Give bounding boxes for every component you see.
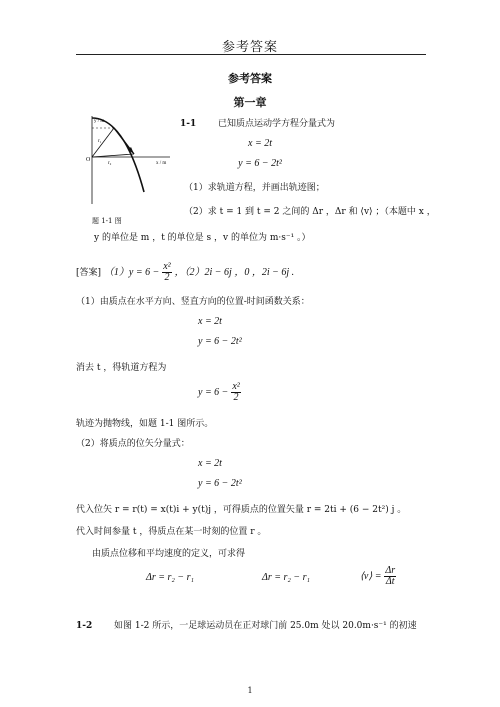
doc-title: 参考答案: [228, 72, 272, 85]
problem-text: 如图 1-2 所示，一足球运动员在正对球门前 25.0m 处以 20.0m·s⁻¹ 的初速: [114, 621, 417, 631]
problem-intro: 已知质点运动学方程分量式为: [218, 119, 336, 129]
x-axis-label: x / m: [156, 161, 167, 166]
page-number: 1: [247, 686, 253, 695]
fraction-numerator: x²: [163, 261, 171, 272]
answer-label: [答案]: [76, 268, 102, 278]
r1-vector: [92, 128, 114, 157]
y-axis-label: y / m: [94, 119, 105, 124]
equation: [180, 138, 340, 150]
answer-part1: （1）y = 6 −: [103, 267, 160, 278]
r2-vector: [92, 154, 134, 157]
figure-caption: 题 1-1 图: [92, 217, 122, 225]
equation: [180, 158, 340, 170]
question-1: （1）求轨道方程，并画出轨迹图；: [184, 183, 325, 193]
solution-step-3: 轨迹为抛物线，如题 1-1 图所示。: [76, 419, 214, 429]
question-2-cont: y 的单位是 m ，t 的单位是 s ，v 的单位为 m·s⁻¹ 。）: [94, 233, 311, 243]
formula-magnitude: [262, 572, 310, 584]
fraction-denominator: 2: [233, 392, 239, 403]
fraction-denominator: Δt: [385, 576, 395, 587]
formula-text: Δr = r₂ − r₁: [262, 572, 310, 583]
eq-y: y = 6 − 2t²: [198, 478, 242, 489]
fraction: [231, 382, 240, 403]
equation-lhs: y = 6 −: [198, 387, 229, 398]
formula-displacement: [146, 572, 194, 584]
running-header: 参考答案: [221, 40, 278, 55]
solution-step-4: （2）将质点的位矢分量式：: [76, 439, 190, 449]
header-rule: [76, 54, 426, 55]
eq-y: y = 6 − 2t²: [198, 336, 242, 347]
origin-label: O: [86, 157, 91, 163]
solution-step-5: 代入位矢 r = r(t) = x(t)i + y(t)j ，可得质点的位置矢量 r = 2ti + (6 − 2t²) j 。: [76, 505, 407, 515]
eq-y: y = 6 − 2t²: [238, 158, 282, 169]
problem-number: 1-1: [180, 119, 197, 129]
question-2: （2）求 t = 1 到 t = 2 之间的 Δr ，Δr 和 ⟨v⟩ ；（本题中 x ，: [184, 207, 436, 217]
fraction-numerator: Δr: [385, 565, 396, 576]
fraction-denominator: 2: [164, 272, 170, 283]
solution-step-7: 由质点位移和平均速度的定义，可求得: [92, 549, 246, 559]
solution-step-1: （1）由质点在水平方向、竖直方向的位置-时间函数关系：: [76, 297, 310, 307]
formula-average-velocity: [360, 566, 396, 587]
trajectory-equation: [198, 382, 241, 403]
problem-number: 1-2: [76, 621, 93, 631]
equation: [198, 316, 222, 328]
equation: [198, 336, 242, 348]
solution-step-6: 代入时间参量 t ，得质点在某一时刻的位置 r 。: [76, 527, 267, 537]
eq-x: x = 2t: [198, 316, 222, 327]
formula-text: Δr = r₂ − r₁: [146, 572, 194, 583]
equation: [198, 458, 222, 470]
formula-lhs: ⟨v⟩ =: [360, 571, 382, 582]
fraction: [384, 566, 396, 587]
trajectory-figure: [84, 112, 174, 212]
chapter-heading: 第一章: [233, 96, 267, 109]
r2-label: r₂: [108, 161, 112, 166]
solution-step-2: 消去 t ，得轨道方程为: [76, 363, 167, 373]
r1-label: r₁: [98, 139, 102, 144]
answer-rest: ，（2）2i − 6j ，0 ，2i − 6j .: [174, 267, 295, 278]
fraction-numerator: x²: [232, 381, 240, 392]
answer-line: [76, 262, 294, 283]
eq-x: x = 2t: [248, 138, 272, 149]
eq-x: x = 2t: [198, 458, 222, 469]
fraction: [162, 262, 171, 283]
equation: [198, 478, 242, 490]
